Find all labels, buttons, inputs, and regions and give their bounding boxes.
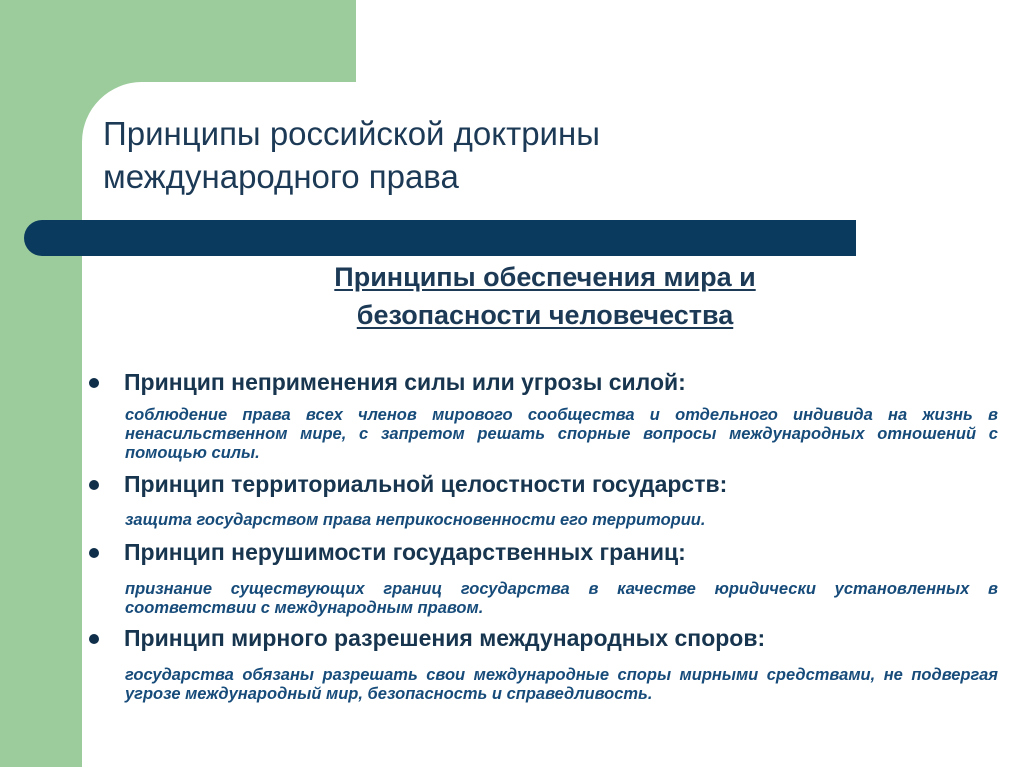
principle-title-1: Принцип неприменения силы или угрозы силой: xyxy=(124,369,686,395)
principle-description-3: признание существующих границ государства в качестве юридически установленных в соответствии с международным правом. xyxy=(125,580,998,617)
bullet-dot-icon xyxy=(89,634,99,644)
principle-title-3: Принцип нерушимости государственных границ: xyxy=(124,539,686,565)
principle-description-2: защита государством права неприкосновенности его территории. xyxy=(125,511,706,529)
principle-title-2: Принцип территориальной целостности государств: xyxy=(124,471,728,497)
section-subtitle xyxy=(220,258,870,334)
bullet-dot-icon xyxy=(89,378,99,388)
principle-description-1: соблюдение права всех членов мирового сообщества и отдельного индивида на жизнь в ненасильственном мире, с запретом решать спорные вопросы международных отношений с помощью силы. xyxy=(125,406,998,462)
title-divider-bar xyxy=(24,220,856,256)
section-subtitle-line-2: безопасности человечества xyxy=(356,300,734,330)
slide-title-line-2: международного права xyxy=(103,158,459,195)
principle-description-4: государства обязаны разрешать свои международные споры мирными средствами, не подвергая угрозе международный мир, безопасность и справедливость. xyxy=(125,666,998,703)
principle-title-4: Принцип мирного разрешения международных споров: xyxy=(124,625,766,651)
section-subtitle-line-1: Принципы обеспечения мира и xyxy=(334,262,756,292)
bullet-dot-icon xyxy=(89,480,99,490)
slide-title xyxy=(103,112,823,198)
bullet-dot-icon xyxy=(89,548,99,558)
slide-title-line-1: Принципы российской доктрины xyxy=(103,115,600,152)
